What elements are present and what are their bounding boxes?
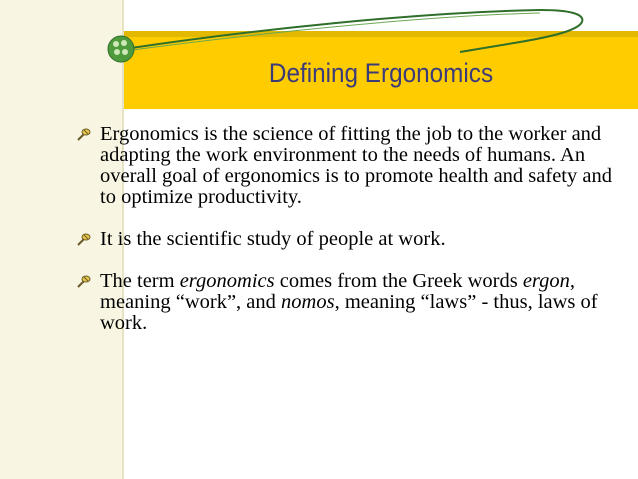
bee-bullet-icon bbox=[76, 232, 92, 248]
term-ergon: ergon bbox=[522, 270, 570, 292]
globe-logo-icon bbox=[106, 34, 136, 64]
slide-title: Defining Ergonomics bbox=[268, 58, 494, 88]
text-run: The term bbox=[100, 270, 180, 292]
bullet-item-study bbox=[76, 229, 624, 250]
term-nomos: nomos bbox=[281, 291, 335, 313]
term-ergonomics: ergonomics bbox=[179, 270, 275, 292]
bullet-item-etymology bbox=[76, 271, 624, 334]
text-run: , meaning “work”, and bbox=[100, 270, 576, 313]
bullet-item-definition bbox=[76, 124, 624, 208]
bee-bullet-icon bbox=[76, 127, 92, 143]
text-run: comes from the Greek words bbox=[274, 270, 523, 292]
bullet-list bbox=[76, 124, 624, 355]
bullet-text: Ergonomics is the science of fitting the job to the worker and adapting the work environment to the needs of humans. An overall goal of ergonomics is to promote health and safety and to optimize productivity. bbox=[100, 123, 612, 208]
text-run: , meaning “laws” - thus, laws of work. bbox=[100, 291, 598, 334]
bee-bullet-icon bbox=[76, 274, 92, 290]
bullet-text: It is the scientific study of people at work. bbox=[100, 228, 446, 250]
bullet-text-etymology bbox=[100, 271, 624, 334]
